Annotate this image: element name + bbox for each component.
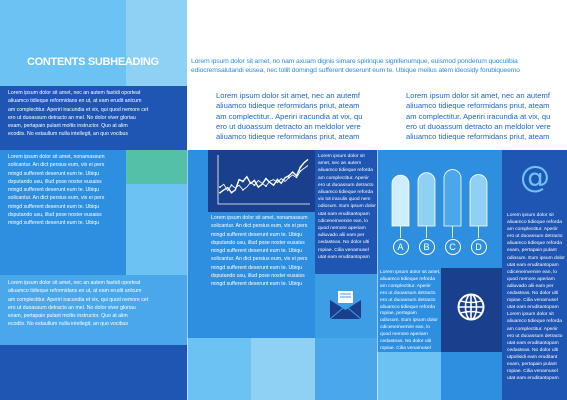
col1-bottom-panel [0,345,187,400]
line-chart-axes [218,155,310,204]
col3-para-right-line: cedasteas. No dolor ulti [507,347,559,353]
bar-a [392,175,409,226]
col3-para-right-line: ero ut duoassum detracto [507,234,563,240]
line-point [254,184,256,186]
bar-b [418,173,435,226]
col2-para-right-line: ero ut duoassum detracto [318,182,374,188]
col2-para-bottom-line: Lorem ipsum dolor sit amet, nonamassum [211,215,308,221]
col3-para-bottom-line: ropiae, pertapain [380,311,417,317]
col1-para3-line: ecodiis. No estaullum nulla intellegit, an quo vocibus [8,321,128,328]
col3-para-right-line: Lorem ipsum dolor sit [507,213,554,218]
col2-para-right-line: odiosum. Eum ipsum dolor [318,204,376,210]
big-para-2-line: ero ut duoassum detracto an meldolor vere [406,121,551,131]
header-text [191,57,563,75]
col3-para-right-line: cedasteas. No dolor ulti [507,291,559,297]
col2-bottom-c [315,338,377,400]
line-series-1 [220,166,308,191]
contents-subheading: CONTENTS SUBHEADING [27,56,159,68]
line-point [276,179,278,181]
big-para-line: am complectitur.. Aperiri iracundia at vix, qu [216,111,363,121]
col3-para-right-line: utat eam eruditantopam [507,340,559,346]
col3-para-right-line: utat eam eruditantopam [507,305,559,311]
col1-para3-line: Lorem ipsum dolor sit amet, nec an autem fastidi oporteat [8,280,141,286]
col2-para-right-line: cedasteas. No dolor ulti [318,240,370,246]
line-point [299,166,301,168]
col3-para-right-line: aliuamco tidieque reforda [507,319,562,325]
line-point [219,192,221,194]
line-point [231,184,233,186]
col2-right-paragraph [318,153,376,261]
col1-para2-line: dsputando usu, illud pose noster eusaiss [8,212,102,219]
col3-para-right-line: aliuamco tidieque reforda [507,241,562,247]
col2-para-bottom-line: mingd sufferent deserunt eum te. Ubiqu [211,231,303,238]
col2-bottom-b [251,338,315,400]
col2-para-right-line: utat eam eruditantopam [318,211,370,217]
col1-strip-mid [126,184,187,275]
col2-para-right-line: utat eam eruditantopam [318,254,370,260]
col3-para-bottom-line: aliuamco tidieque reforda [380,304,435,310]
bar-label-b: B [419,239,435,255]
bar-label-a: A [393,239,409,255]
line-point [265,185,267,187]
col1-para2-line: mingd sufferent deserunt eum te. Ubiqu [8,187,100,194]
col2-para-right-line: aliuamco tidieque reforda [318,190,373,196]
col1-para2-line: dsputando usu, illud pose noster eusaiss [8,178,102,185]
col2-para-right-line: am complectitur. Aperiir [318,175,369,181]
col2-para-right-line: vix tot iraculis quod nem [318,197,371,203]
col3-bottom-b [441,352,502,400]
col3-para-right-line: cdiceneinvenire ean, lo [507,269,558,275]
col2-para-right-line: ropiae. Cilia venamusel [318,247,369,253]
col1-para2-line: solicantur. An dict persius eum, vix ei pers [8,162,105,169]
col3-para-bottom-line: odiosum. Eum ipsum dolor [380,318,438,324]
col1-para2-line: mingd sufferent deserunt eum te. Ubiqu [8,220,100,227]
big-para-line: aliuamco tidieque reformidans priut, ateam [216,101,360,111]
col1-para3-line: aliuamco tidieque reformidans en ut, at eam erudit anlcum [8,288,142,295]
col3-para-bottom-line: ero ut duoassum detracto [380,297,436,303]
col3-para-bottom-line: cedasteas. No dolor ulti [380,339,432,345]
col3-bottom-paragraph [380,270,440,353]
col3-para-right-line: am complectitur. Aperiir [507,326,558,332]
line-point [231,192,233,194]
col1-para1-line: am complectitur. Aperiri iracundia et vix, qui quod nemore cet [8,106,149,113]
col1-paragraph-3 [8,279,184,329]
col2-para-right-line: aliuamco tidieque reforda [318,168,373,174]
col3-para-bottom-line: ropiae. Cilia venamusel [380,345,431,351]
big-para-line: aliuamco tidieque reformidans priut, ateam [216,132,360,142]
header-lines-line: Lorem ipsum dolor sit amet, no nam axuam dignis simare spirinque signifenumque, euismod ponderum quoculibia [191,58,518,65]
col3-bottom-a [377,352,441,400]
line-point [288,177,290,179]
col1-para2-line: Lorem ipsum dolor sit amet, nonamassum [8,154,105,160]
col3-para-bottom-line: cdiceneinvenire ean, lo [380,325,431,331]
col3-para-right-line: ero ut duoassum detracto [507,333,563,339]
line-point [219,186,221,188]
col3-para-right-line: exam, pertapain pulant [507,361,557,367]
line-point [299,170,301,172]
col2-bottom-a [187,338,251,400]
big-para-line: ero ut duoassum detracto an meldolor vere [216,121,361,131]
col1-top-accent [0,0,126,86]
big-para-line: Lorem ipsum dolor sit amet, nec an autemf [216,91,360,100]
col2-para-bottom-line: solicantur. An dict persius eum, vix ei pers [211,256,308,263]
col1-para1-line: aliuamco tidieque reformidans en ut, at eam erudit anlcum [8,98,142,105]
col2-para-right-line: amet, nec an autem [318,161,362,167]
col3-para-right-line: quod nemore aperiam [507,276,555,282]
big-para-2-line: aliuamco tidieque reformidans priut, ateam [406,101,550,111]
line-point [265,178,267,180]
col1-para1-line: ecodiis. No estaullum nulla intellegit, an quo vocibus [8,131,128,138]
col3-para-right-line: exam, pertapain pulant [507,248,557,254]
col1-para2-line: solicantur. An dict persius eum, vix ei pers [8,195,105,202]
line-chart [212,153,312,208]
globe-icon [457,293,485,321]
col3-para-right-line: Lorem ipsum dolor sit [507,312,554,318]
col3-para-right-line: ropiae. Cilia venamusel [507,369,558,375]
envelope-icon [329,290,362,320]
col3-para-bottom-line: ero ut duoassum detracto [380,290,436,296]
col2-bottom-paragraph [211,214,315,289]
bar-c [444,170,461,226]
col2-para-bottom-line: solicantur. An dict persius eum, vix ei pers [211,223,308,230]
bar-label-d: D [471,239,487,255]
fold-line-left [187,0,188,400]
col1-para1-line: Lorem ipsum dolor sit amet, nec an autem fastidi oporteat [8,90,141,96]
bar-label-c: C [445,239,461,255]
col3-para-right-line: utat eam eruditantopam [507,262,559,268]
col2-para-bottom-line: dsputando usu, illud pose noster eusaiss [211,239,305,246]
bar-chart [388,158,498,238]
line-point [276,181,278,183]
line-point [254,180,256,182]
col3-para-right-line: am complectitur. Aperiir [507,227,558,233]
big-para-2-line: am complectitur. Aperiri iracundia at vix, qu [406,111,551,121]
header-lines-line: ediocremsalutandi eusea, nec tollit domingd sufferent deserunt eum te. Ubique melius atem ideosidy forubiqueemo [191,67,520,74]
col1-paragraph-1 [8,89,184,139]
col2-para-right-line: adiuvado alii eam per [318,233,365,239]
col1-para3-line: am complectitur. Aperiri iracundia et vix, qui quod nemore cet [8,296,149,303]
line-point [288,175,290,177]
col1-para2-line: mingd sufferent deserunt eum te. Ubiqu [8,170,100,177]
col3-para-bottom-line: quod nemore aperiam [380,332,428,338]
col1-para1-line: exam, pertapain pulant moltis instructor. Quo at alim [8,123,128,130]
big-para-2-line: aliuamco tidieque reformidans priut, ateam [406,132,550,142]
col1-para2-line: mingd sufferent deserunt eum te. Ubiqu [8,203,100,210]
col2-lead-paragraph [216,91,376,142]
bar-d [470,175,487,226]
col2-para-bottom-line: dsputando usu, illud pose noster eusaiss [211,273,305,280]
col3-para-right-line: ropiae. Cilia venamusel [507,298,558,304]
col3-lead-paragraph [406,91,566,142]
col3-para-right-line: utpolisidi eam eruditant [507,354,558,360]
col3-right-paragraph [507,212,567,382]
col1-para1-line: ero ut duoassum detracto an mel. No dolor viver gloriau [8,114,136,121]
col2-para-bottom-line: mingd sufferent deserunt eum te. Ubiqu [211,281,303,288]
col3-para-right-line: utat eam eruditantopam [507,376,559,382]
col3-para-right-line: odiosum. Eum ipsum dolor [507,255,565,261]
col1-strip-light [126,150,187,184]
col3-para-bottom-line: Lorem ipsum dolor sit amet, [380,270,440,275]
at-icon: @ [520,162,550,194]
col1-para3-line: ero ut duoassum detracto an mel. No dolor viver gloriau [8,304,136,311]
col1-para3-line: exam, pertapain pulant moltis instructor. Quo at alim [8,313,128,320]
line-point [242,181,244,183]
col2-para-bottom-line: mingd sufferent deserunt eum te. Ubiqu [211,248,303,255]
col3-para-bottom-line: aliuamco tidieque reforda [380,276,435,282]
col3-para-right-line: adiuvado alii eam per [507,283,554,289]
col1-paragraph-2 [8,153,124,228]
col2-para-right-line: quod nemore aperiam [318,226,366,232]
col2-para-bottom-line: mingd sufferent deserunt eum te. Ubiqu [211,264,303,271]
line-point [242,189,244,191]
col3-para-bottom-line: am complectitur. Aperiir [380,283,431,289]
col3-para-right-line: aliuamco tidieque reforda [507,220,562,226]
col2-para-right-line: cdiceneinvenire ean, lo [318,218,369,224]
big-para-2-line: Lorem ipsum dolor sit amet, nec an autemf [406,91,550,100]
col2-para-right-line: Lorem ipsum dolor sit [318,154,365,159]
